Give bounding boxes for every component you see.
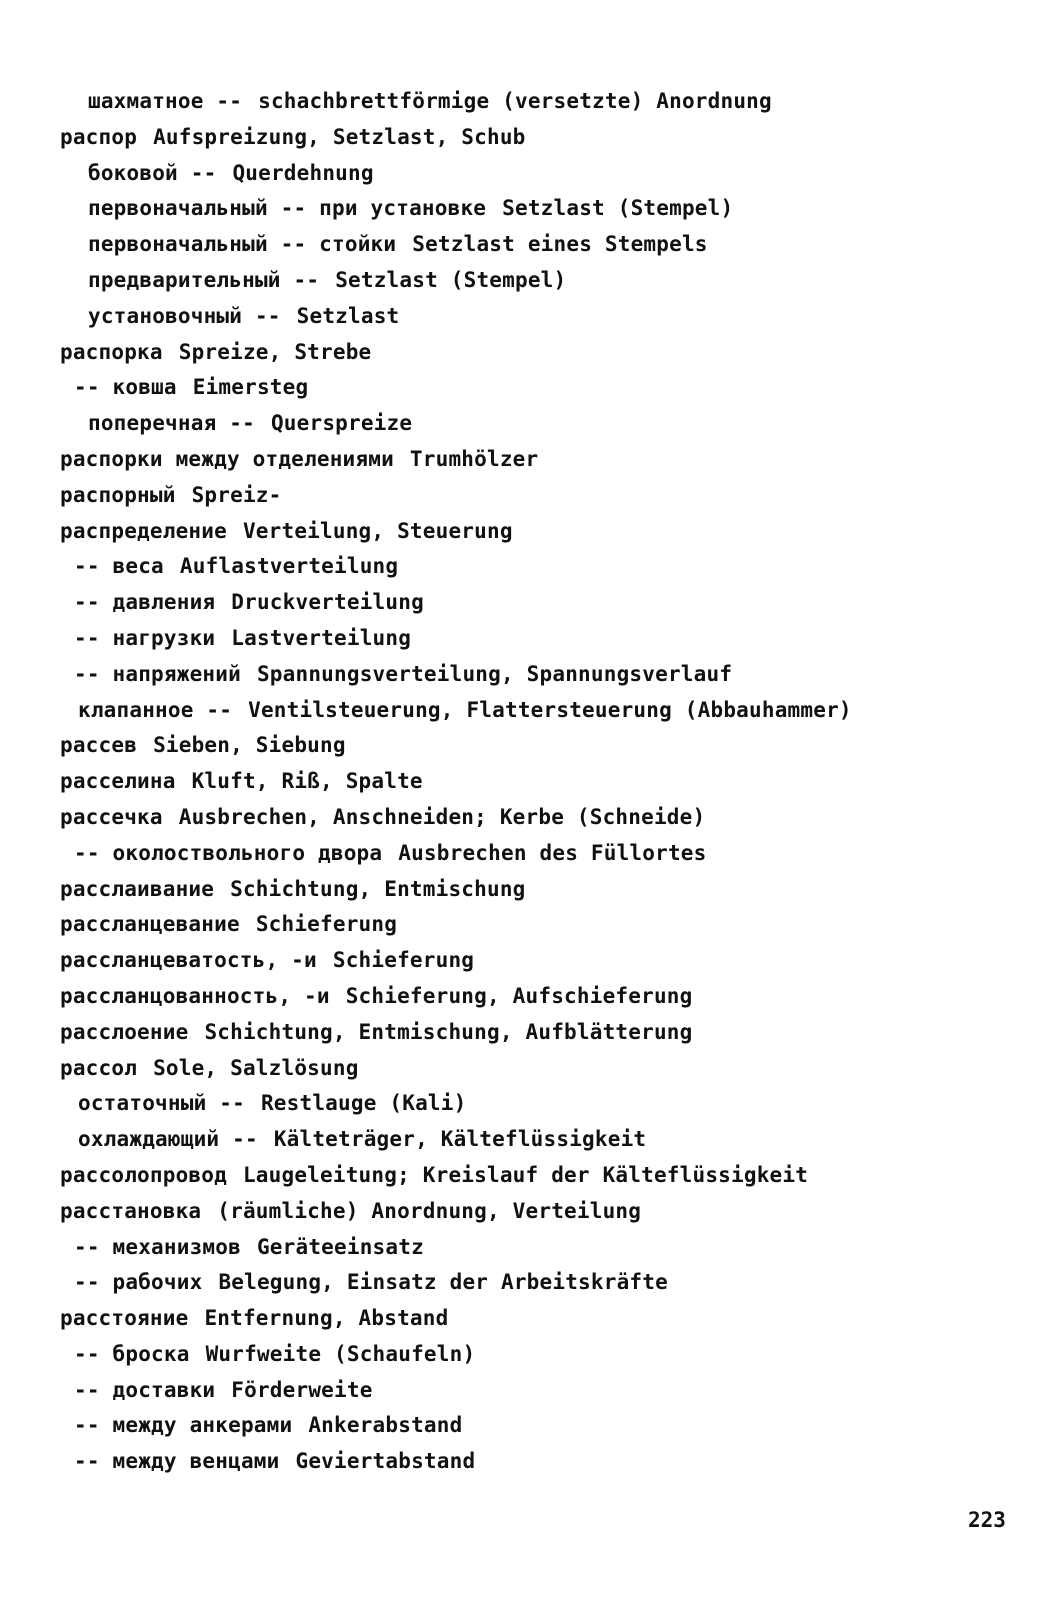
german-translation: Eimersteg — [192, 375, 309, 400]
russian-term: расстановка — [60, 1198, 202, 1223]
dictionary-entry — [0, 1408, 1057, 1444]
dictionary-entry — [0, 585, 1057, 621]
german-translation: schachbrettförmige (versetzte) Anordnung — [258, 89, 772, 113]
dictionary-entry — [0, 1122, 1057, 1158]
russian-term: боковой -- — [88, 160, 217, 185]
dictionary-entry — [0, 1301, 1057, 1337]
russian-term: -- нагрузки — [74, 625, 216, 650]
dictionary-entry — [0, 872, 1057, 908]
german-translation: Setzlast — [296, 303, 400, 328]
dictionary-entry — [0, 84, 1057, 120]
dictionary-entry — [0, 1230, 1057, 1266]
dictionary-entry — [0, 1373, 1057, 1409]
dictionary-entry — [0, 191, 1057, 227]
german-translation: Ventilsteuerung, Flattersteuerung (Abbauhammer) — [248, 697, 852, 722]
dictionary-entry — [0, 1158, 1057, 1194]
russian-term: охлаждающий -- — [78, 1127, 258, 1152]
russian-term: расслаивание — [60, 876, 215, 901]
russian-term: -- механизмов — [74, 1234, 241, 1259]
dictionary-entry — [0, 370, 1057, 406]
russian-term: распределение — [60, 518, 227, 543]
german-translation: Schieferung — [255, 912, 398, 937]
dictionary-entry — [0, 764, 1057, 800]
dictionary-entry — [0, 1444, 1057, 1480]
german-translation: Spreiz- — [191, 482, 282, 507]
russian-term: -- между венцами — [74, 1449, 280, 1474]
dictionary-entry — [0, 800, 1057, 836]
german-translation: Sole, Salzlösung — [153, 1055, 359, 1080]
german-translation: Auflastverteilung — [179, 554, 399, 579]
german-translation: Kluft, Riß, Spalte — [191, 769, 423, 794]
russian-term: установочный -- — [88, 303, 281, 328]
russian-term: рассев — [60, 733, 138, 758]
russian-term: -- броска — [74, 1341, 190, 1366]
german-translation: Schichtung, Entmischung — [230, 876, 526, 901]
russian-term: -- напряжений — [74, 661, 241, 686]
dictionary-entry — [0, 728, 1057, 764]
russian-term: расстояние — [60, 1306, 189, 1331]
german-translation: Querspreize — [270, 411, 413, 436]
russian-term: клапанное -- — [78, 697, 233, 722]
russian-term: -- между анкерами — [74, 1413, 293, 1438]
dictionary-entry — [0, 836, 1057, 872]
russian-term: остаточный -- — [78, 1091, 245, 1116]
dictionary-entry — [0, 120, 1057, 156]
russian-term: рассланцеватость, -и — [60, 948, 317, 973]
dictionary-entry — [0, 299, 1057, 335]
dictionary-entry — [0, 657, 1057, 693]
german-translation: Spreize, Strebe — [178, 339, 372, 364]
dictionary-entry — [0, 979, 1057, 1015]
russian-term: -- околоствольного двора — [74, 840, 383, 865]
german-translation: Ausbrechen, Anschneiden; Kerbe (Schneide) — [178, 804, 706, 829]
russian-term: рассолопровод — [60, 1162, 227, 1187]
dictionary-entry — [0, 1265, 1057, 1301]
russian-term: -- доставки — [74, 1377, 216, 1402]
german-translation: Wurfweite (Schaufeln) — [205, 1341, 476, 1366]
german-translation: Geviertabstand — [295, 1449, 476, 1474]
russian-term: первоначальный -- при установке — [88, 196, 487, 221]
russian-term: -- ковша — [74, 375, 177, 400]
russian-term: рассол — [60, 1055, 138, 1080]
german-translation: Entfernung, Abstand — [204, 1306, 449, 1331]
russian-term: первоначальный -- стойки — [88, 232, 397, 257]
dictionary-entry — [0, 335, 1057, 371]
dictionary-entry — [0, 263, 1057, 299]
page-number: 223 — [968, 1508, 1006, 1532]
german-translation: Geräteeinsatz — [256, 1234, 424, 1259]
german-translation: Belegung, Einsatz der Arbeitskräfte — [218, 1270, 668, 1295]
russian-term: -- давления — [74, 590, 216, 615]
german-translation: Ausbrechen des Füllortes — [398, 840, 707, 865]
dictionary-entry — [0, 693, 1057, 729]
german-translation: Querdehnung — [232, 160, 374, 185]
dictionary-entry — [0, 1015, 1057, 1051]
german-translation: Trumhölzer — [409, 446, 539, 471]
russian-term: распор — [60, 124, 138, 149]
russian-term: распорки между отделениями — [60, 446, 394, 471]
russian-term: распорный — [60, 482, 176, 507]
dictionary-entry — [0, 549, 1057, 585]
german-translation: (räumliche) Anordnung, Verteilung — [217, 1198, 642, 1223]
german-translation: Aufspreizung, Setzlast, Schub — [153, 124, 526, 149]
german-translation: Förderweite — [231, 1377, 373, 1402]
russian-term: предварительный -- — [88, 267, 320, 292]
german-translation: Sieben, Siebung — [153, 733, 346, 758]
russian-term: -- веса — [74, 554, 164, 579]
dictionary-entry — [0, 943, 1057, 979]
german-translation: Spannungsverteilung, Spannungsverlauf — [256, 661, 733, 686]
dictionary-entry — [0, 156, 1057, 192]
dictionary-entry — [0, 1051, 1057, 1087]
russian-term: -- рабочих — [74, 1270, 203, 1295]
dictionary-entry — [0, 406, 1057, 442]
german-translation: Setzlast eines Stempels — [412, 232, 708, 257]
german-translation: Lastverteilung — [231, 625, 412, 650]
dictionary-entry — [0, 907, 1057, 943]
russian-term: поперечная -- — [88, 411, 255, 436]
russian-term: распорка — [60, 339, 163, 364]
german-translation: Schieferung — [332, 948, 475, 973]
dictionary-entry — [0, 442, 1057, 478]
dictionary-entry — [0, 621, 1057, 657]
russian-term: рассланцевание — [60, 912, 240, 937]
dictionary-entry — [0, 478, 1057, 514]
dictionary-entry — [0, 1337, 1057, 1373]
german-translation: Ankerabstand — [308, 1413, 463, 1438]
dictionary-entry — [0, 514, 1057, 550]
german-translation: Setzlast (Stempel) — [335, 267, 567, 292]
russian-term: расселина — [60, 769, 176, 794]
german-translation: Setzlast (Stempel) — [502, 196, 734, 221]
dictionary-entry — [0, 1194, 1057, 1230]
russian-term: расслоение — [60, 1019, 189, 1044]
german-translation: Verteilung, Steuerung — [242, 518, 513, 543]
russian-term: рассланцованность, -и — [60, 983, 330, 1008]
dictionary-entry — [0, 1086, 1057, 1122]
german-translation: Kälteträger, Kälteflüssigkeit — [273, 1127, 647, 1152]
german-translation: Schichtung, Entmischung, Aufblätterung — [204, 1019, 693, 1044]
german-translation: Laugeleitung; Kreislauf der Kälteflüssigkeit — [242, 1162, 809, 1187]
entry-list — [0, 84, 1057, 1480]
russian-term: шахматное -- — [88, 89, 243, 113]
german-translation: Restlauge (Kali) — [260, 1091, 467, 1116]
german-translation: Schieferung, Aufschieferung — [345, 983, 693, 1008]
russian-term: рассечка — [60, 804, 163, 829]
german-translation: Druckverteilung — [231, 590, 424, 615]
dictionary-entry — [0, 227, 1057, 263]
